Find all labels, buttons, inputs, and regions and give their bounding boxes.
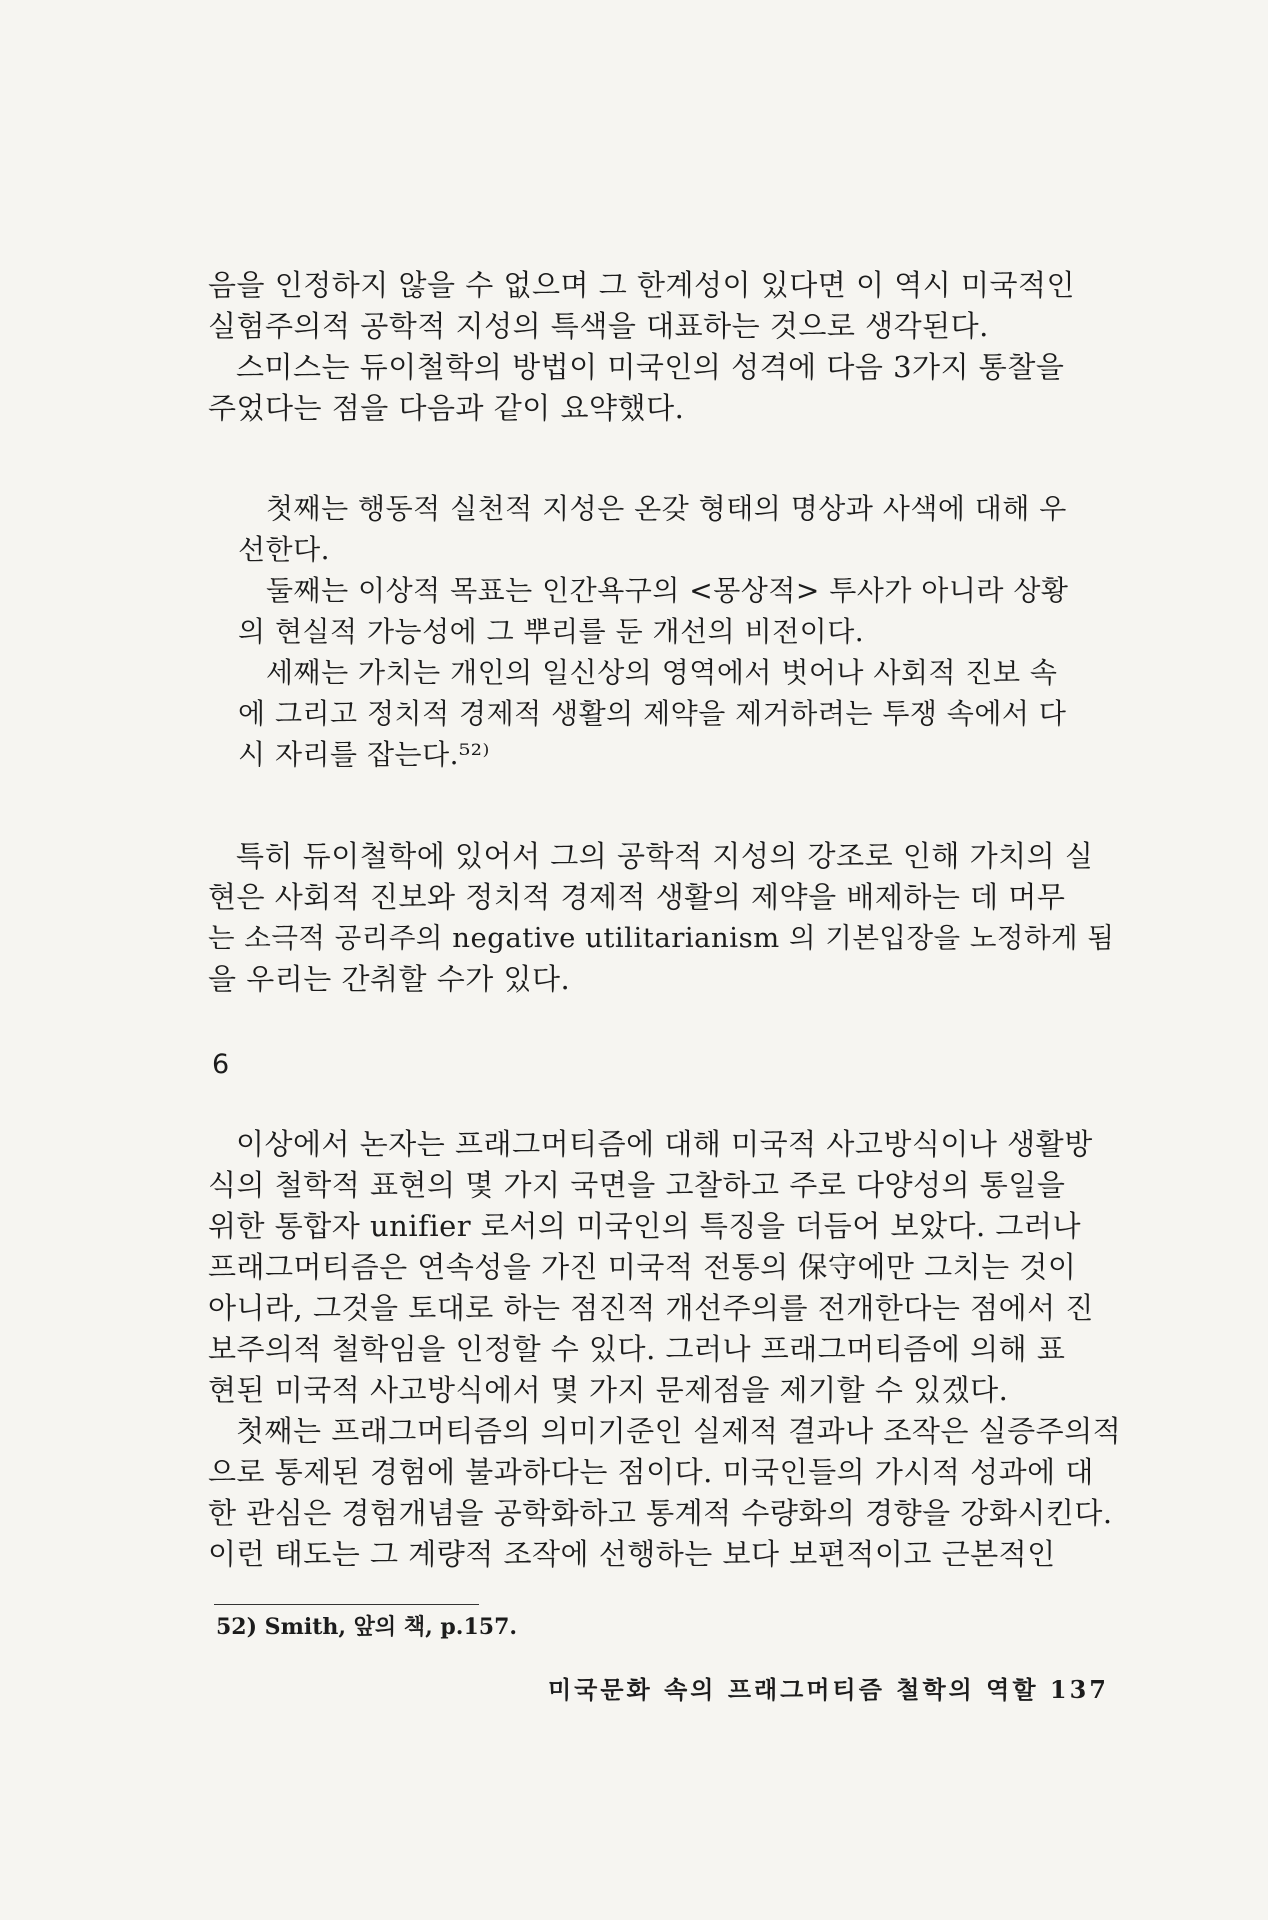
text-line: 으로 통제된 경험에 불과하다는 점이다. 미국인들의 가시적 성과에 대: [208, 1455, 1094, 1489]
quote-line: 에 그리고 정치적 경제적 생활의 제약을 제거하려는 투쟁 속에서 다: [238, 697, 1067, 730]
footnote-divider: [214, 1604, 479, 1605]
paragraph-continuation: [208, 265, 1126, 429]
text-line: 이런 태도는 그 계량적 조작에 선행하는 보다 보편적이고 근본적인: [208, 1537, 1056, 1571]
text-line: 현된 미국적 사고방식에서 몇 가지 문제점을 제기할 수 있겠다.: [208, 1373, 1009, 1407]
text-line: 한 관심은 경험개념을 공학화하고 통계적 수량화의 경향을 강화시킨다.: [208, 1496, 1113, 1530]
text-line: 특히 듀이철학에 있어서 그의 공학적 지성의 강조로 인해 가치의 실: [236, 839, 1094, 873]
text-line: 식의 철학적 표현의 몇 가지 국면을 고찰하고 주로 다양성의 통일을: [208, 1168, 1066, 1202]
text-line: 보주의적 철학임을 인정할 수 있다. 그러나 프래그머티즘에 의해 표: [208, 1332, 1066, 1366]
text-line: 주었다는 점을 다음과 같이 요약했다.: [208, 391, 685, 425]
quote-line: 선한다.: [238, 533, 331, 566]
text-line: 아니라, 그것을 토대로 하는 점진적 개선주의를 전개한다는 점에서 진: [208, 1291, 1094, 1325]
section-number: 6: [212, 1049, 230, 1080]
quote-line: 첫째는 행동적 실천적 지성은 온갖 형태의 명상과 사색에 대해 우: [266, 492, 1067, 525]
block-quote: [238, 488, 1118, 775]
text-line: 음을 인정하지 않을 수 없으며 그 한계성이 있다면 이 역시 미국적인: [208, 268, 1076, 302]
footnote: 52) Smith, 앞의 책, p.157.: [216, 1614, 518, 1640]
quote-line: 둘째는 이상적 목표는 인간욕구의 <몽상적> 투사가 아니라 상황: [266, 574, 1069, 607]
running-footer: 미국문화 속의 프래그머티즘 철학의 역할 137: [548, 1675, 1110, 1704]
text-line: 을 우리는 간취할 수가 있다.: [208, 962, 571, 996]
text-line: 프래그머티즘은 연속성을 가진 미국적 전통의 保守에만 그치는 것이: [208, 1250, 1077, 1284]
paragraph-section-6: [208, 1124, 1126, 1575]
text-line: 스미스는 듀이철학의 방법이 미국인의 성격에 다음 3가지 통찰을: [236, 350, 1065, 384]
quote-line: 세째는 가치는 개인의 일신상의 영역에서 벗어나 사회적 진보 속: [266, 656, 1058, 689]
text-line: 는 소극적 공리주의 negative utilitarianism 의 기본입장을 노정하게 됨: [208, 922, 1115, 954]
text-line: 이상에서 논자는 프래그머티즘에 대해 미국적 사고방식이나 생활방: [236, 1127, 1093, 1161]
quote-line: 시 자리를 잡는다.⁵²⁾: [238, 738, 490, 771]
text-line: 현은 사회적 진보와 정치적 경제적 생활의 제약을 배제하는 데 머무: [208, 880, 1066, 914]
text-line: 위한 통합자 unifier 로서의 미국인의 특징을 더듬어 보았다. 그러나: [208, 1209, 1081, 1243]
text-line: 실험주의적 공학적 지성의 특색을 대표하는 것으로 생각된다.: [208, 309, 989, 343]
text-line: 첫째는 프래그머티즘의 의미기준인 실제적 결과나 조작은 실증주의적: [236, 1414, 1122, 1448]
quote-line: 의 현실적 가능성에 그 뿌리를 둔 개선의 비전이다.: [238, 615, 865, 648]
paragraph-duey-utilitarianism: [208, 836, 1126, 1000]
